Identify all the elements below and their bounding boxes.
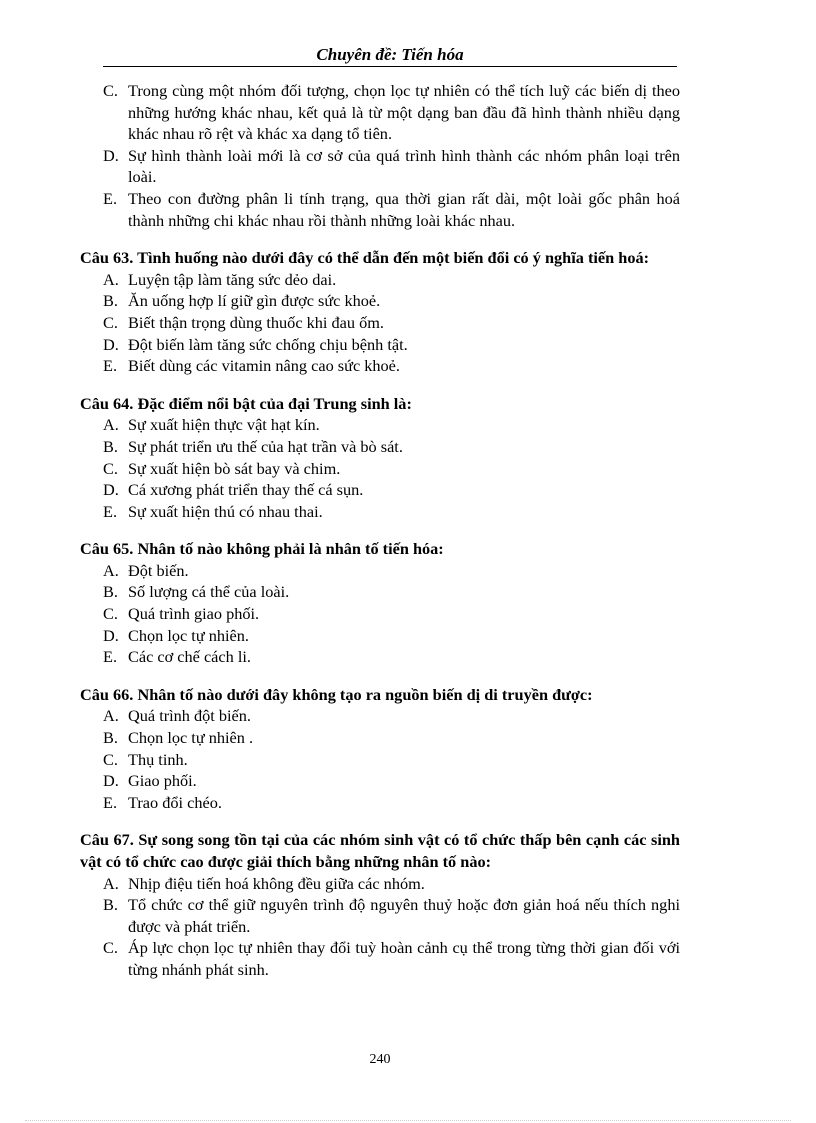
option-letter: E.	[103, 647, 118, 667]
option-text: Luyện tập làm tăng sức dẻo dai.	[128, 269, 337, 289]
option-item	[103, 80, 680, 145]
option-item	[103, 937, 680, 980]
option-item	[103, 188, 680, 231]
intro-options	[80, 80, 680, 231]
option-item	[103, 581, 680, 603]
option-letter: E.	[103, 792, 118, 812]
option-text: Quá trình giao phối.	[128, 604, 260, 624]
option-letter: B.	[103, 728, 118, 748]
option-item	[103, 145, 680, 188]
option-text: Theo con đường phân li tính trạng, qua thời gian rất dài, một loài gốc phân hoá thành những chi khác nhau rồi thành những loài khác nhau.	[128, 188, 680, 230]
option-text: Biết thận trọng dùng thuốc khi đau ốm.	[128, 312, 384, 332]
option-letter: D.	[103, 480, 119, 500]
option-letter: A.	[103, 706, 119, 726]
option-text: Số lượng cá thể của loài.	[128, 582, 290, 602]
option-text: Sự xuất hiện thú có nhau thai.	[128, 501, 323, 521]
question-title: Câu 65. Nhân tố nào không phải là nhân tố tiến hóa:	[80, 539, 444, 559]
option-letter: B.	[103, 582, 118, 602]
option-item	[103, 355, 680, 377]
option-text: Tổ chức cơ thể giữ nguyên trình độ nguyên thuỷ hoặc đơn giản hoá nếu thích nghi được và phát triển.	[128, 895, 680, 936]
question-title: Câu 67. Sự song song tồn tại của các nhóm sinh vật có tổ chức thấp bên cạnh các sinh vật có tổ chức cao được giải thích bằng những nhân tố nào:	[80, 830, 680, 871]
option-text: Cá xương phát triển thay thế cá sụn.	[128, 480, 364, 500]
option-text: Đột biến làm tăng sức chống chịu bệnh tật.	[128, 334, 408, 354]
option-letter: E.	[103, 501, 118, 521]
option-item	[103, 312, 680, 334]
option-letter: C.	[103, 312, 118, 332]
option-letter: D.	[103, 334, 119, 354]
question-67	[80, 829, 680, 980]
option-text: Thụ tinh.	[128, 749, 188, 769]
option-item	[103, 749, 680, 771]
page-content	[80, 80, 680, 981]
option-item	[103, 334, 680, 356]
option-text: Sự hình thành loài mới là cơ sở của quá trình hình thành các nhóm phân loại trên loài.	[128, 145, 680, 187]
option-text: Sự xuất hiện bò sát bay và chim.	[128, 458, 341, 478]
option-letter: C.	[103, 81, 118, 100]
header-title: Chuyên đề: Tiến hóa	[316, 45, 464, 64]
option-text: Áp lực chọn lọc tự nhiên thay đổi tuỳ hoàn cảnh cụ thể trong từng thời gian đối với từng nhánh phát sinh.	[128, 938, 680, 979]
option-letter: A.	[103, 269, 119, 289]
option-text: Quá trình đột biến.	[128, 706, 251, 726]
option-letter: E.	[103, 356, 118, 376]
question-title: Câu 64. Đặc điểm nổi bật của đại Trung sinh là:	[80, 393, 412, 413]
option-text: Biết dùng các vitamin nâng cao sức khoẻ.	[128, 356, 400, 376]
option-letter: C.	[103, 749, 118, 769]
option-item	[103, 479, 680, 501]
option-text: Chọn lọc tự nhiên.	[128, 625, 249, 645]
option-item	[103, 894, 680, 937]
question-65	[80, 538, 680, 668]
option-item	[103, 603, 680, 625]
option-item	[103, 727, 680, 749]
option-letter: B.	[103, 291, 118, 311]
option-letter: E.	[103, 188, 118, 208]
bottom-divider	[25, 1120, 791, 1121]
option-letter: D.	[103, 625, 119, 645]
option-letter: B.	[103, 895, 118, 915]
option-text: Đột biến.	[128, 560, 189, 580]
question-title: Câu 63. Tình huống nào dưới đây có thể dẫn đến một biến đổi có ý nghĩa tiến hoá:	[80, 248, 650, 268]
question-title: Câu 66. Nhân tố nào dưới đây không tạo ra nguồn biến dị di truyền được:	[80, 684, 593, 704]
option-item	[103, 873, 680, 895]
option-letter: C.	[103, 604, 118, 624]
option-letter: D.	[103, 145, 119, 165]
option-item	[103, 501, 680, 523]
option-text: Các cơ chế cách li.	[128, 647, 251, 667]
question-66	[80, 684, 680, 814]
question-64	[80, 393, 680, 523]
question-63	[80, 247, 680, 377]
option-item	[103, 770, 680, 792]
option-letter: A.	[103, 873, 119, 893]
option-item	[103, 269, 680, 291]
option-text: Nhịp điệu tiến hoá không đều giữa các nhóm.	[128, 873, 425, 893]
page-header	[103, 44, 677, 67]
option-letter: A.	[103, 415, 119, 435]
option-letter: C.	[103, 938, 118, 958]
option-item	[103, 705, 680, 727]
option-text: Trong cùng một nhóm đối tượng, chọn lọc tự nhiên có thể tích luỹ các biến dị theo những hướng khác nhau, kết quả là từ một dạng ban đầu đã hình thành nhiều dạng khác nhau rõ rệt và khác xa dạng tổ tiên.	[128, 81, 680, 144]
option-item	[103, 646, 680, 668]
option-item	[103, 414, 680, 436]
option-text: Chọn lọc tự nhiên .	[128, 728, 254, 748]
option-item	[103, 436, 680, 458]
option-text: Giao phối.	[128, 771, 197, 791]
option-text: Sự xuất hiện thực vật hạt kín.	[128, 415, 320, 435]
option-item	[103, 625, 680, 647]
option-item	[103, 560, 680, 582]
page-number: 240	[369, 1052, 391, 1067]
option-item	[103, 290, 680, 312]
option-item	[103, 792, 680, 814]
option-text: Ăn uống hợp lí giữ gìn được sức khoẻ.	[128, 291, 381, 311]
option-text: Trao đổi chéo.	[128, 792, 222, 812]
option-letter: C.	[103, 458, 118, 478]
option-item	[103, 458, 680, 480]
option-letter: D.	[103, 771, 119, 791]
option-letter: B.	[103, 436, 118, 456]
option-text: Sự phát triển ưu thế của hạt trần và bò sát.	[128, 436, 403, 456]
option-letter: A.	[103, 560, 119, 580]
